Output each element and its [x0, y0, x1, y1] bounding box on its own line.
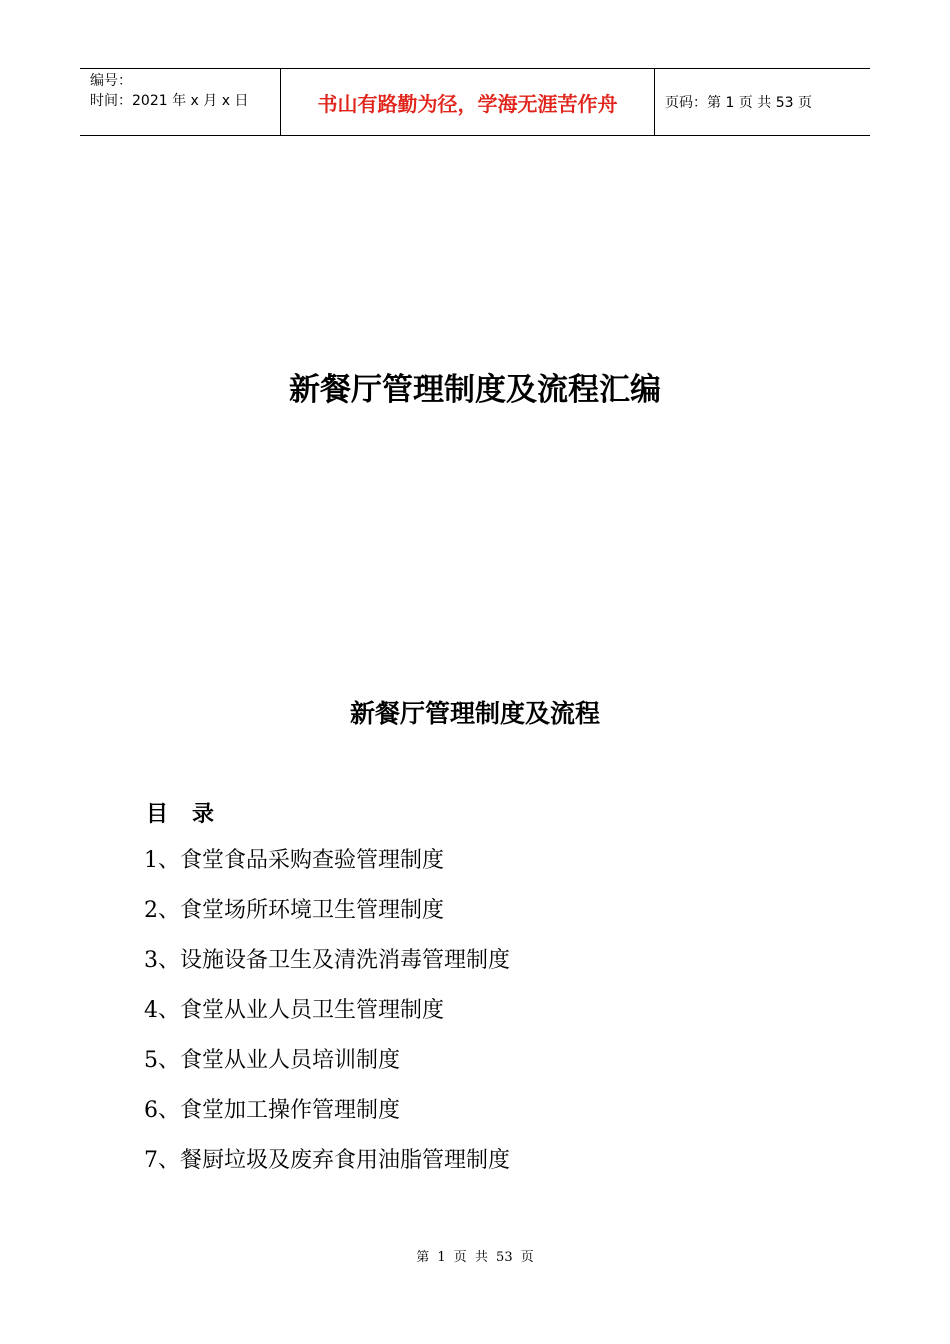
toc-item: 6、食堂加工操作管理制度	[144, 1098, 400, 1123]
toc-item: 7、餐厨垃圾及废弃食用油脂管理制度	[144, 1148, 510, 1173]
toc-list	[144, 843, 510, 1193]
header-info-cell	[80, 69, 281, 135]
toc-item: 3、设施设备卫生及清洗消毒管理制度	[144, 948, 510, 973]
toc-item: 4、食堂从业人员卫生管理制度	[144, 998, 444, 1023]
page-header	[80, 68, 870, 136]
toc-item: 2、食堂场所环境卫生管理制度	[144, 898, 444, 923]
toc-item: 5、食堂从业人员培训制度	[144, 1048, 400, 1073]
sub-title: 新餐厅管理制度及流程	[349, 699, 600, 728]
toc-heading-char-2: 录	[192, 801, 215, 827]
main-title: 新餐厅管理制度及流程汇编	[289, 372, 661, 408]
date-label: 时间：2021 年 x 月 x 日	[90, 93, 249, 109]
header-page-info: 页码：第 1 页 共 53 页	[665, 95, 812, 111]
toc-heading	[146, 797, 214, 828]
serial-label: 编号：	[90, 73, 132, 89]
toc-item: 1、食堂食品采购查验管理制度	[144, 848, 444, 873]
header-motto: 书山有路勤为径，学海无涯苦作舟	[281, 69, 655, 135]
toc-heading-char-1: 目	[146, 801, 169, 827]
page-footer: 第 1 页 共 53 页	[416, 1250, 534, 1265]
